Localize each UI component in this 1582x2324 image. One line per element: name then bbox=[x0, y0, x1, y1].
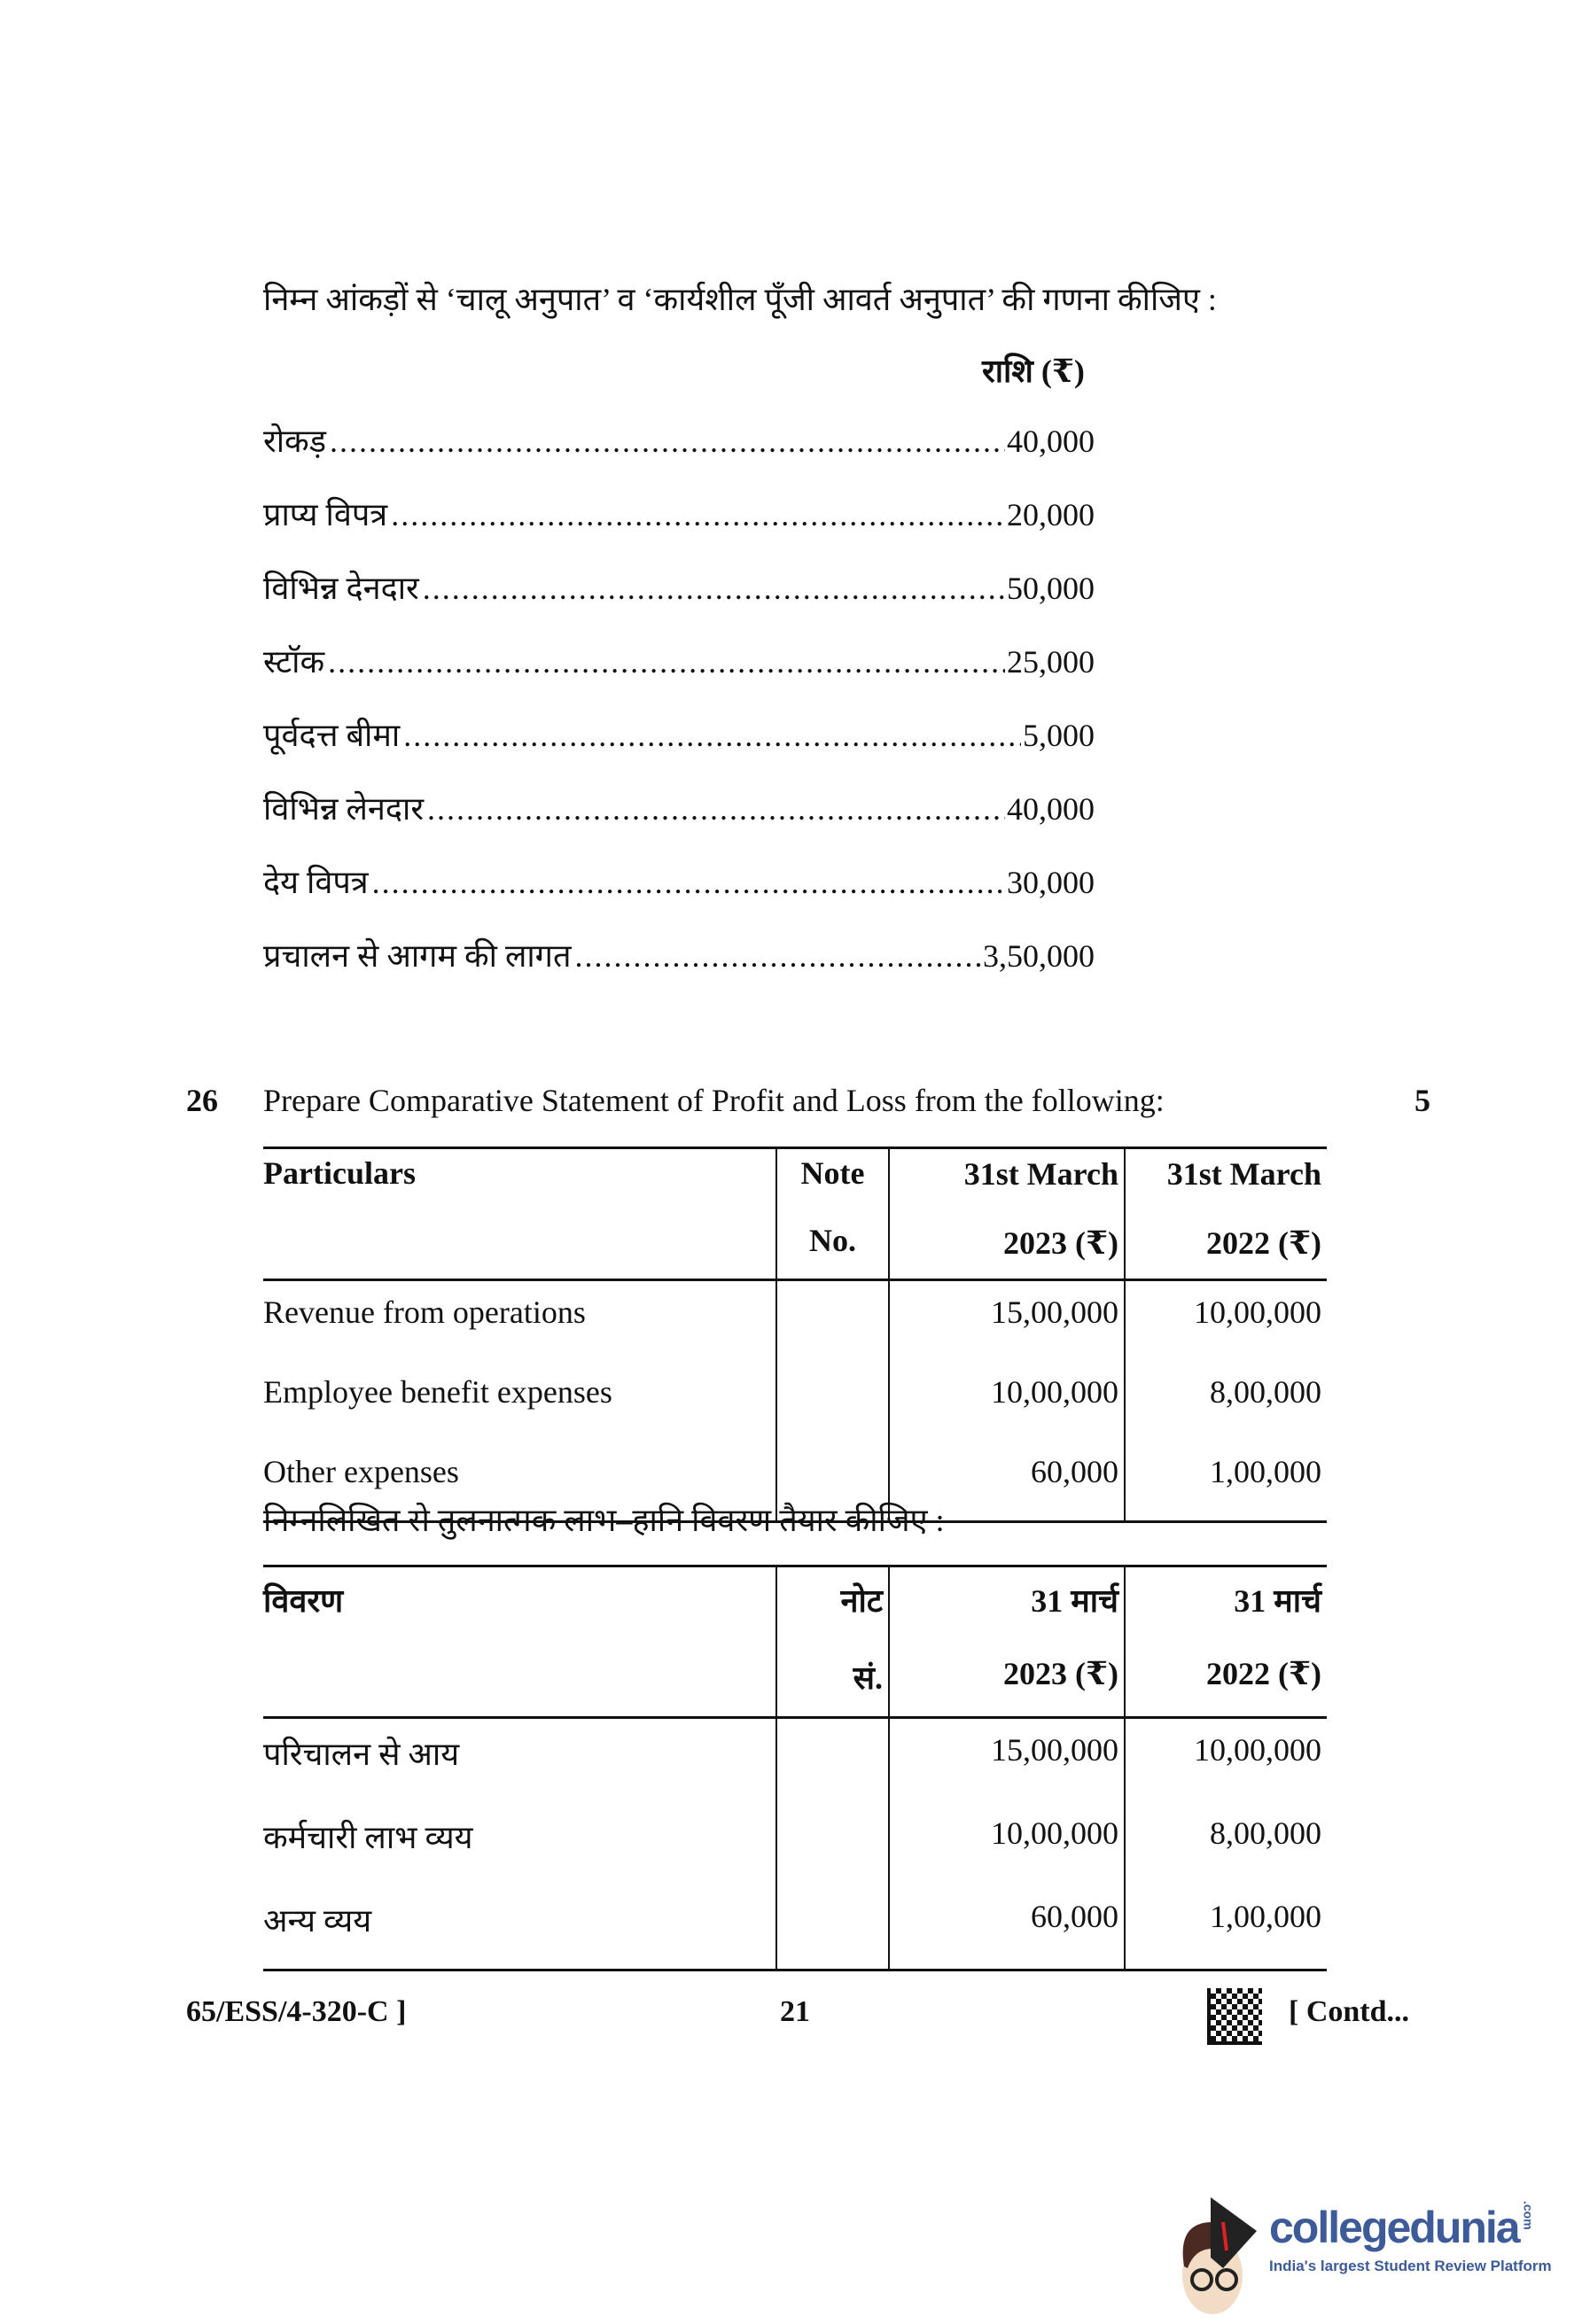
dot-leader bbox=[427, 789, 1005, 828]
dot-leader bbox=[574, 937, 981, 975]
amount-item bbox=[263, 569, 1095, 608]
table-row bbox=[263, 1885, 1327, 1970]
item-value: 30,000 bbox=[1007, 865, 1095, 900]
mascot-logo-icon bbox=[1168, 2196, 1266, 2320]
english-table bbox=[263, 1146, 1327, 1523]
amount-item bbox=[263, 863, 1095, 902]
item-label: विभिन्न देनदार bbox=[263, 571, 419, 606]
value-2022-cell: 10,00,000 bbox=[1194, 1732, 1321, 1768]
item-value: 25,000 bbox=[1007, 644, 1095, 680]
amount-header: राशि (₹) bbox=[982, 354, 1085, 389]
header-text: विवरण bbox=[263, 1583, 344, 1619]
header-note bbox=[776, 1566, 889, 1718]
particular-cell: Revenue from operations bbox=[263, 1280, 776, 1362]
question-marks: 5 bbox=[1414, 1083, 1430, 1118]
header-text: Note bbox=[800, 1155, 865, 1191]
item-value: 3,50,000 bbox=[983, 938, 1095, 974]
header-text: Particulars bbox=[263, 1155, 416, 1191]
hindi-question-text: निम्नलिखित से तुलनात्मक लाभ–हानि विवरण तैयार कीजिए : bbox=[263, 1503, 945, 1538]
hindi-instruction: निम्न आंकड़ों से ‘चालू अनुपात’ व ‘कार्यशील पूँजी आवर्त अनुपात’ की गणना कीजिए : bbox=[263, 282, 1217, 317]
header-2023 bbox=[889, 1148, 1125, 1280]
amount-item bbox=[263, 789, 1095, 828]
dot-leader bbox=[391, 495, 1005, 534]
hindi-table bbox=[263, 1565, 1327, 1971]
question-text: Prepare Comparative Statement of Profit and Loss from the following: bbox=[263, 1083, 1165, 1118]
brand-tagline: India's largest Student Review Platform bbox=[1269, 2258, 1552, 2274]
header-text: No. bbox=[809, 1223, 856, 1258]
value-2022-cell: 10,00,000 bbox=[1194, 1294, 1321, 1330]
header-text: 2023 (₹) bbox=[1002, 1656, 1118, 1691]
header-2022 bbox=[1125, 1566, 1327, 1718]
item-value: 40,000 bbox=[1007, 791, 1095, 827]
item-value: 20,000 bbox=[1007, 497, 1095, 532]
note-cell bbox=[776, 1885, 889, 1970]
item-label: प्रचालन से आगम की लागत bbox=[263, 938, 572, 974]
item-label: विभिन्न लेनदार bbox=[263, 791, 425, 827]
particular-cell: अन्य व्यय bbox=[263, 1885, 776, 1970]
dot-leader bbox=[403, 716, 1021, 755]
dot-leader bbox=[423, 569, 1005, 608]
header-text: 31 मार्च bbox=[1234, 1583, 1321, 1619]
header-text: 2022 (₹) bbox=[1205, 1656, 1321, 1691]
table-header-row bbox=[263, 1566, 1327, 1718]
dot-leader bbox=[328, 642, 1005, 681]
header-2022 bbox=[1125, 1148, 1327, 1280]
amount-item bbox=[263, 422, 1095, 461]
dot-leader bbox=[330, 422, 1005, 461]
brand-domain: .com bbox=[1521, 2201, 1536, 2230]
value-2023-cell: 60,000 bbox=[889, 1441, 1125, 1522]
header-2023 bbox=[889, 1566, 1125, 1718]
value-2022-cell: 8,00,000 bbox=[1210, 1374, 1321, 1410]
item-value: 5,000 bbox=[1023, 718, 1095, 753]
table-header-row bbox=[263, 1148, 1327, 1280]
header-text: सं. bbox=[853, 1660, 883, 1696]
particular-cell: परिचालन से आय bbox=[263, 1718, 776, 1803]
value-2023-cell: 60,000 bbox=[889, 1885, 1125, 1970]
header-text: नोट bbox=[840, 1583, 883, 1619]
question-number: 26 bbox=[186, 1083, 218, 1118]
table-row bbox=[263, 1280, 1327, 1362]
datamatrix-code-icon bbox=[1207, 1988, 1262, 2045]
item-label: रोकड़ bbox=[263, 424, 326, 459]
brand-logo bbox=[1269, 2201, 1536, 2254]
brand-name: collegedunia bbox=[1269, 2203, 1519, 2252]
header-particulars bbox=[263, 1148, 776, 1280]
note-cell bbox=[776, 1280, 889, 1362]
item-label: स्टॉक bbox=[263, 644, 325, 680]
header-particulars bbox=[263, 1566, 776, 1718]
header-text: 31st March 2022 (₹) bbox=[1166, 1156, 1321, 1261]
table-row bbox=[263, 1718, 1327, 1803]
amount-item bbox=[263, 716, 1095, 755]
item-value: 40,000 bbox=[1007, 424, 1095, 459]
particular-cell: कर्मचारी लाभ व्यय bbox=[263, 1802, 776, 1885]
value-2022-cell: 8,00,000 bbox=[1210, 1815, 1321, 1851]
table-row bbox=[263, 1361, 1327, 1441]
header-text: 31st March 2023 (₹) bbox=[963, 1156, 1118, 1261]
value-2023-cell: 10,00,000 bbox=[889, 1361, 1125, 1441]
note-cell bbox=[776, 1361, 889, 1441]
item-label: प्राप्य विपत्र bbox=[263, 497, 388, 532]
amount-item bbox=[263, 642, 1095, 681]
header-text: 31 मार्च bbox=[1031, 1583, 1118, 1619]
particular-cell: Other expenses bbox=[263, 1441, 776, 1522]
header-note bbox=[776, 1148, 889, 1280]
value-2023-cell: 15,00,000 bbox=[889, 1718, 1125, 1803]
value-2022-cell: 1,00,000 bbox=[1210, 1454, 1321, 1489]
paper-code: 65/ESS/4-320-C ] bbox=[186, 1995, 407, 2028]
dot-leader bbox=[372, 863, 1005, 902]
particular-cell: Employee benefit expenses bbox=[263, 1361, 776, 1441]
amount-item bbox=[263, 937, 1095, 975]
note-cell bbox=[776, 1802, 889, 1885]
amount-item bbox=[263, 495, 1095, 534]
value-2023-cell: 15,00,000 bbox=[889, 1280, 1125, 1362]
note-cell bbox=[776, 1718, 889, 1803]
page-number: 21 bbox=[780, 1995, 810, 2028]
value-2023-cell: 10,00,000 bbox=[889, 1802, 1125, 1885]
item-label: देय विपत्र bbox=[263, 865, 369, 900]
continued-label: [ Contd... bbox=[1289, 1995, 1410, 2028]
item-label: पूर्वदत्त बीमा bbox=[263, 718, 401, 753]
item-value: 50,000 bbox=[1007, 571, 1095, 606]
value-2022-cell: 1,00,000 bbox=[1210, 1899, 1321, 1934]
table-row bbox=[263, 1802, 1327, 1885]
